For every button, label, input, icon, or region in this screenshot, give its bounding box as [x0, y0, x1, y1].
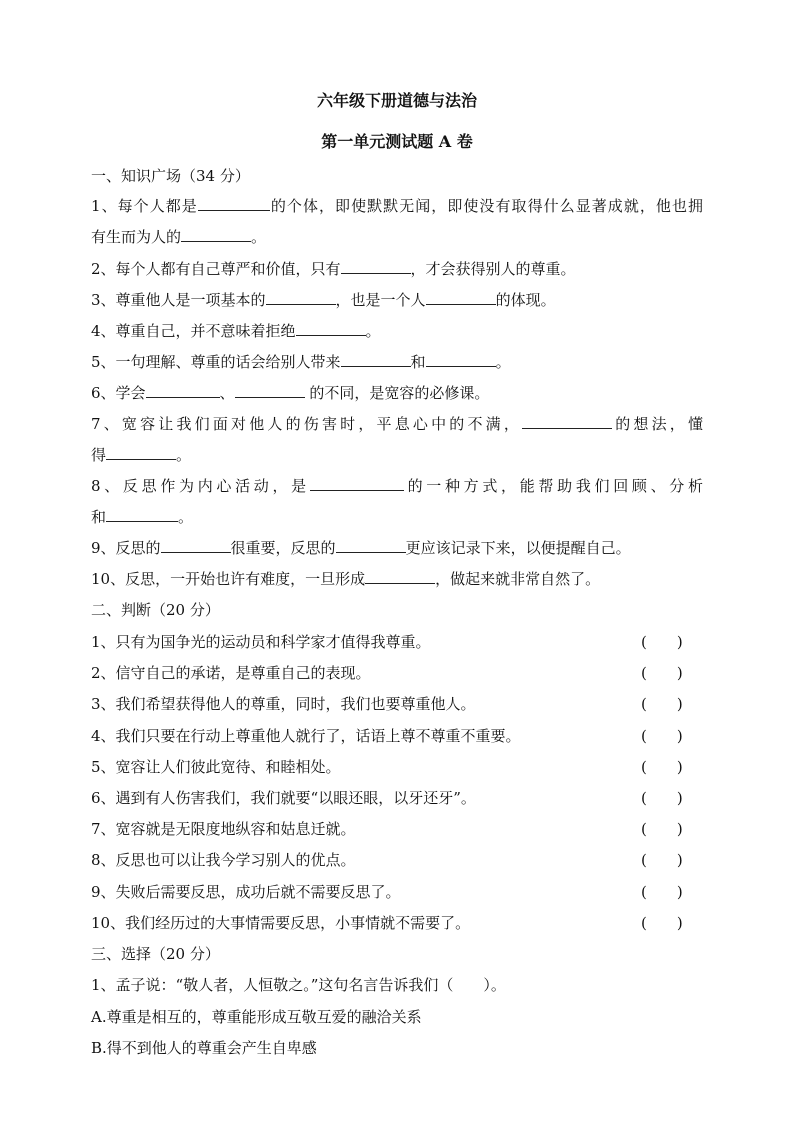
- question-3: [91, 290, 556, 310]
- text: 的个体，即使默默无闻，即使没有取得什么显著成就，他也拥: [269, 197, 703, 215]
- judgment-answer-paren[interactable]: ( ): [641, 695, 683, 713]
- judgment-item: 10、我们经历过的大事情需要反思，小事情就不需要了。: [91, 914, 471, 932]
- answer-blank[interactable]: [426, 352, 496, 367]
- text: 很重要，反思的: [230, 539, 336, 557]
- question-1-line2: [91, 227, 266, 247]
- text: 、: [219, 384, 235, 402]
- judgment-item: 9、失败后需要反思，成功后就不需要反思了。: [91, 883, 401, 901]
- text: 。: [251, 228, 267, 246]
- question-4: [91, 321, 381, 341]
- judgment-answer-paren[interactable]: ( ): [641, 758, 683, 776]
- text: 7、宽容让我们面对他人的伤害时，平息心中的不满，: [91, 415, 523, 433]
- text: ，也是一个人: [335, 291, 426, 309]
- judgment-item: 1、只有为国争光的运动员和科学家才值得我尊重。: [91, 633, 431, 651]
- text: 10、反思，一开始也许有难度，一旦形成: [91, 570, 366, 588]
- judgment-item: 5、宽容让人们彼此宽待、和睦相处。: [91, 758, 341, 776]
- text: 9、反思的: [91, 539, 161, 557]
- answer-blank[interactable]: [235, 383, 305, 398]
- judgment-answer-paren[interactable]: ( ): [641, 851, 683, 869]
- question-9: [91, 538, 631, 558]
- answer-blank[interactable]: [146, 383, 220, 398]
- answer-blank[interactable]: [198, 196, 270, 211]
- answer-blank[interactable]: [426, 290, 496, 305]
- text: ，才会获得别人的尊重。: [410, 260, 576, 278]
- judgment-answer-paren[interactable]: ( ): [641, 633, 683, 651]
- question-7-line1: [91, 414, 703, 434]
- text: 的体现。: [495, 291, 556, 309]
- answer-blank[interactable]: [522, 414, 612, 429]
- text: 得: [91, 446, 107, 464]
- judgment-item: 3、我们希望获得他人的尊重，同时，我们也要尊重他人。: [91, 695, 476, 713]
- judgment-answer-paren[interactable]: ( ): [641, 914, 683, 932]
- judgment-item: 8、反思也可以让我今学习别人的优点。: [91, 851, 356, 869]
- question-10: [91, 569, 600, 589]
- answer-blank[interactable]: [365, 569, 435, 584]
- text: 的一种方式，能帮助我们回顾、分析: [403, 477, 703, 495]
- option-b[interactable]: B.得不到他人的尊重会产生自卑感: [91, 1039, 317, 1057]
- page-subtitle: 第一单元测试题 A 卷: [321, 132, 473, 151]
- text: 5、一句理解、尊重的话会给别人带来: [91, 353, 341, 371]
- choice-question-1: 1、孟子说：“敬人者，人恒敬之。”这句名言告诉我们（ ）。: [91, 976, 506, 994]
- answer-blank[interactable]: [161, 538, 231, 553]
- text: 有生而为人的: [91, 228, 182, 246]
- page-title: 六年级下册道德与法治: [316, 91, 477, 110]
- text: 2、每个人都有自己尊严和价值，只有: [91, 260, 341, 278]
- answer-blank[interactable]: [341, 259, 411, 274]
- option-a[interactable]: A.尊重是相互的，尊重能形成互敬互爱的融洽关系: [91, 1008, 422, 1026]
- judgment-answer-paren[interactable]: ( ): [641, 789, 683, 807]
- text: 。: [176, 446, 192, 464]
- text: 6、学会: [91, 384, 146, 402]
- text: 的想法，懂: [612, 415, 703, 433]
- text: 的不同，是宽容的必修课。: [309, 384, 490, 402]
- text: 1、每个人都是: [91, 197, 198, 215]
- text: 3、尊重他人是一项基本的: [91, 291, 266, 309]
- text: 和: [410, 353, 426, 371]
- question-1-line1: [91, 196, 703, 216]
- judgment-answer-paren[interactable]: ( ): [641, 727, 683, 745]
- text: 8、反思作为内心活动，是: [91, 477, 310, 495]
- question-5: [91, 352, 511, 372]
- answer-blank[interactable]: [106, 507, 178, 522]
- text: ，做起来就非常自然了。: [435, 570, 601, 588]
- text: 更应该记录下来，以便提醒自己。: [405, 539, 631, 557]
- question-6: [91, 383, 489, 403]
- question-7-line2: [91, 445, 191, 465]
- judgment-item: 6、遇到有人伤害我们，我们就要“以眼还眼，以牙还牙”。: [91, 789, 476, 807]
- section3-heading: 三、选择（20 分）: [91, 945, 220, 963]
- question-8-line2: [91, 507, 193, 527]
- judgment-answer-paren[interactable]: ( ): [641, 820, 683, 838]
- answer-blank[interactable]: [181, 227, 251, 242]
- judgment-item: 4、我们只要在行动上尊重他人就行了，话语上尊不尊重不重要。: [91, 727, 521, 745]
- answer-blank[interactable]: [106, 445, 176, 460]
- answer-blank[interactable]: [336, 538, 406, 553]
- section1-heading: 一、知识广场（34 分）: [91, 167, 250, 185]
- judgment-answer-paren[interactable]: ( ): [641, 883, 683, 901]
- judgment-item: 2、信守自己的承诺，是尊重自己的表现。: [91, 664, 371, 682]
- answer-blank[interactable]: [296, 321, 366, 336]
- text: 4、尊重自己，并不意味着拒绝: [91, 322, 296, 340]
- text: 。: [178, 508, 194, 526]
- judgment-item: 7、宽容就是无限度地纵容和姑息迁就。: [91, 820, 356, 838]
- question-8-line1: [91, 476, 703, 496]
- answer-blank[interactable]: [310, 476, 404, 491]
- judgment-answer-paren[interactable]: ( ): [641, 664, 683, 682]
- text: 和: [91, 508, 107, 526]
- answer-blank[interactable]: [341, 352, 411, 367]
- section2-heading: 二、判断（20 分）: [91, 601, 220, 619]
- text: 。: [495, 353, 511, 371]
- text: 。: [365, 322, 381, 340]
- answer-blank[interactable]: [266, 290, 336, 305]
- question-2: [91, 259, 576, 279]
